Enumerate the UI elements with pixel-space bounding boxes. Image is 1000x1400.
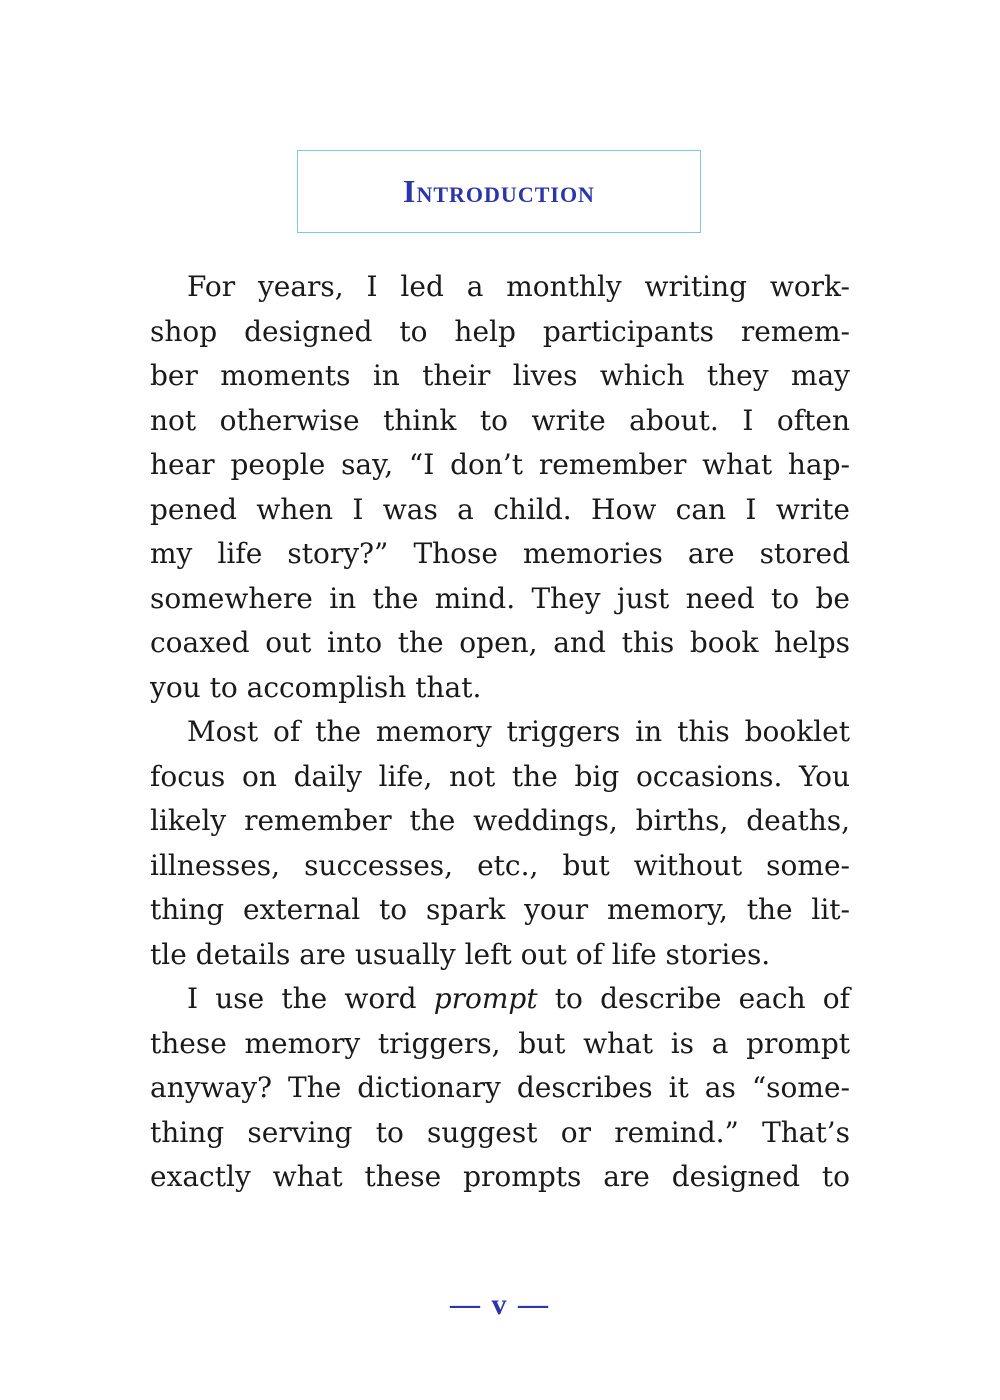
text-line: you to accomplish that. bbox=[150, 670, 482, 704]
heading-box bbox=[297, 150, 701, 233]
text-run: to describe each of bbox=[537, 982, 850, 1015]
text-line: not otherwise think to write about. I often bbox=[150, 403, 850, 437]
paragraph-3 bbox=[150, 977, 850, 1200]
text-line: thing serving to suggest or remind.” That’s bbox=[150, 1115, 850, 1149]
text-line: hear people say, “I don’t remember what hap- bbox=[150, 448, 850, 481]
text-line bbox=[150, 977, 850, 1022]
text-line: anyway? The dictionary describes it as “some- bbox=[150, 1071, 850, 1104]
text-line: these memory triggers, but what is a prompt bbox=[150, 1026, 850, 1060]
italic-term: prompt bbox=[433, 982, 538, 1015]
text-line: thing external to spark your memory, the lit- bbox=[150, 893, 850, 926]
text-line: exactly what these prompts are designed to bbox=[150, 1160, 850, 1193]
text-line: likely remember the weddings, births, deaths, bbox=[150, 804, 850, 837]
text-line: pened when I was a child. How can I write bbox=[150, 492, 850, 526]
text-line: Most of the memory triggers in this booklet bbox=[187, 715, 850, 748]
text-line: For years, I led a monthly writing work- bbox=[187, 270, 850, 303]
paragraph-2 bbox=[150, 710, 850, 977]
text-line: tle details are usually left out of life stories. bbox=[150, 937, 771, 971]
text-line: somewhere in the mind. They just need to be bbox=[150, 581, 850, 615]
text-line: my life story?” Those memories are stored bbox=[150, 537, 850, 570]
text-line: coaxed out into the open, and this book helps bbox=[150, 626, 850, 659]
text-run: I use the word bbox=[187, 982, 434, 1015]
text-line: illnesses, successes, etc., but without some- bbox=[150, 848, 850, 882]
body-text bbox=[150, 265, 850, 1200]
text-line: focus on daily life, not the big occasions. You bbox=[150, 759, 850, 793]
text-line: ber moments in their lives which they may bbox=[150, 359, 850, 392]
page-number: — v — bbox=[450, 1288, 550, 1321]
paragraph-1 bbox=[150, 265, 850, 710]
text-line: shop designed to help participants remem- bbox=[150, 314, 850, 348]
page-title: Introduction bbox=[403, 173, 595, 209]
